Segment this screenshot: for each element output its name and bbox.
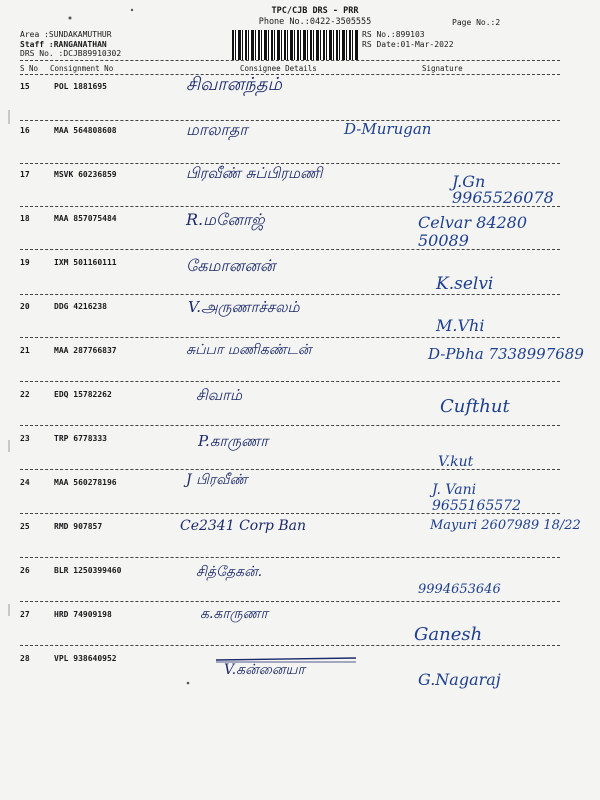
table-row (0, 518, 600, 562)
divider (20, 425, 560, 426)
scan-dot (131, 9, 133, 11)
row-sno: 24 (20, 478, 30, 487)
row-consignment: DDG 4216238 (54, 302, 107, 311)
table-row (0, 164, 600, 210)
column-header-consignment: Consignment No (50, 64, 114, 73)
row-consignment: MAA 564808608 (54, 126, 117, 135)
header-right (362, 30, 454, 49)
barcode (232, 30, 358, 60)
area-label: Area :SUNDAKAMUTHUR (20, 30, 112, 39)
row-signature: V.kut (438, 454, 474, 470)
row-sno: 15 (20, 82, 30, 91)
row-consignment: MAA 560278196 (54, 478, 117, 487)
row-consignee-handwriting: R.மனோஜ் (186, 210, 265, 229)
rs-number: RS No.:899103 (362, 30, 425, 39)
table-row (0, 386, 600, 430)
table-row (0, 74, 600, 122)
staff-label: Staff :RANGANATHAN (20, 39, 107, 49)
phone-number: Phone No.:0422-3505555 (258, 17, 372, 27)
row-consignee-handwriting: Ce2341 Corp Ban (180, 518, 306, 534)
row-consignment: IXM 501160111 (54, 258, 117, 267)
row-consignee-handwriting: பிரவீண் சுப்பிரமணி (186, 164, 323, 182)
row-sno: 28 (20, 654, 30, 663)
column-header-sno: S No (20, 64, 39, 73)
row-sno: 27 (20, 610, 30, 619)
table-row (0, 654, 600, 694)
table-row (0, 566, 600, 606)
header-left (20, 30, 121, 59)
row-signature: K.selvi (436, 274, 494, 294)
row-consignee-handwriting: V.அருணாச்சலம் (188, 298, 300, 316)
column-header-signature: Signature (422, 64, 463, 73)
row-sno: 21 (20, 346, 30, 355)
divider (20, 74, 560, 75)
row-signature: Ganesh (414, 624, 483, 645)
row-sno: 26 (20, 566, 30, 575)
divider (20, 249, 560, 250)
table-row (0, 258, 600, 298)
divider (20, 381, 560, 382)
column-header-consignee: Consignee Details (240, 64, 317, 73)
row-signature: D-Pbha 7338997689 (428, 345, 584, 363)
row-signature: 9994653646 (418, 582, 501, 597)
row-signature: Mayuri 2607989 18/22 (430, 518, 581, 533)
drs-number: DRS No. :DCJB89910302 (20, 49, 122, 58)
row-consignment: TRP 6778333 (54, 434, 107, 443)
row-sno: 16 (20, 126, 30, 135)
table-row (0, 472, 600, 518)
divider (20, 294, 560, 295)
row-signature: D-Murugan (344, 120, 432, 138)
row-consignee-handwriting: P.காருணா (198, 432, 269, 450)
row-consignee-handwriting: சிவாம் (196, 386, 243, 404)
header-title-block (240, 6, 390, 28)
row-consignee-handwriting: V.கன்னையா (224, 662, 305, 678)
row-consignee-handwriting: கேமானனன் (186, 256, 276, 275)
row-consignment: BLR 1250399460 (54, 566, 122, 575)
row-consignment: RMD 907857 (54, 522, 103, 531)
row-consignee-handwriting: மாலாதா (186, 120, 248, 139)
table-row (0, 606, 600, 650)
row-consignment: MAA 287766837 (54, 346, 117, 355)
table-row (0, 298, 600, 342)
divider (20, 120, 560, 121)
row-consignment: VPL 938640952 (54, 654, 117, 663)
row-sno: 23 (20, 434, 30, 443)
divider (20, 206, 560, 207)
divider (20, 60, 560, 61)
divider (20, 513, 560, 514)
row-sno: 20 (20, 302, 30, 311)
table-row (0, 434, 600, 474)
row-consignment: HRD 74909198 (54, 610, 112, 619)
row-sno: 22 (20, 390, 30, 399)
rs-date: RS Date:01-Mar-2022 (362, 39, 454, 49)
row-consignment: MSVK 60236859 (54, 170, 117, 179)
row-consignee-handwriting: க.காருணா (200, 606, 268, 622)
table-row (0, 342, 600, 386)
divider (20, 337, 560, 338)
row-signature: Celvar 84280 50089 (418, 213, 528, 250)
divider (20, 645, 560, 646)
page-number: Page No.:2 (452, 18, 501, 27)
row-consignee-handwriting: J பிரவீண் (186, 472, 248, 488)
row-consignee-handwriting: சித்தேகன். (196, 564, 263, 580)
row-consignee-handwriting: சுப்பா மணிகண்டன் (186, 342, 312, 358)
row-sno: 17 (20, 170, 30, 179)
row-consignment: EDQ 15782262 (54, 390, 112, 399)
divider (20, 469, 560, 470)
row-signature: M.Vhi (436, 316, 485, 335)
scan-dot (69, 17, 72, 20)
row-consignee-handwriting: சிவானந்தம் (186, 74, 282, 95)
row-sno: 25 (20, 522, 30, 531)
row-signature: Cufthut (440, 396, 510, 417)
row-consignment: POL 1881695 (54, 82, 107, 91)
row-consignment: MAA 857075484 (54, 214, 117, 223)
table-row (0, 120, 600, 166)
row-sno: 19 (20, 258, 30, 267)
row-signature: J. Vani 9655165572 (432, 482, 522, 514)
divider (20, 557, 560, 558)
table-row (0, 210, 600, 254)
row-signature: G.Nagaraj (418, 670, 501, 689)
row-signature: J.Gn 9965526078 (452, 172, 554, 207)
document-title: TPC/CJB DRS - PRR (271, 6, 359, 16)
divider (20, 601, 560, 602)
row-sno: 18 (20, 214, 30, 223)
